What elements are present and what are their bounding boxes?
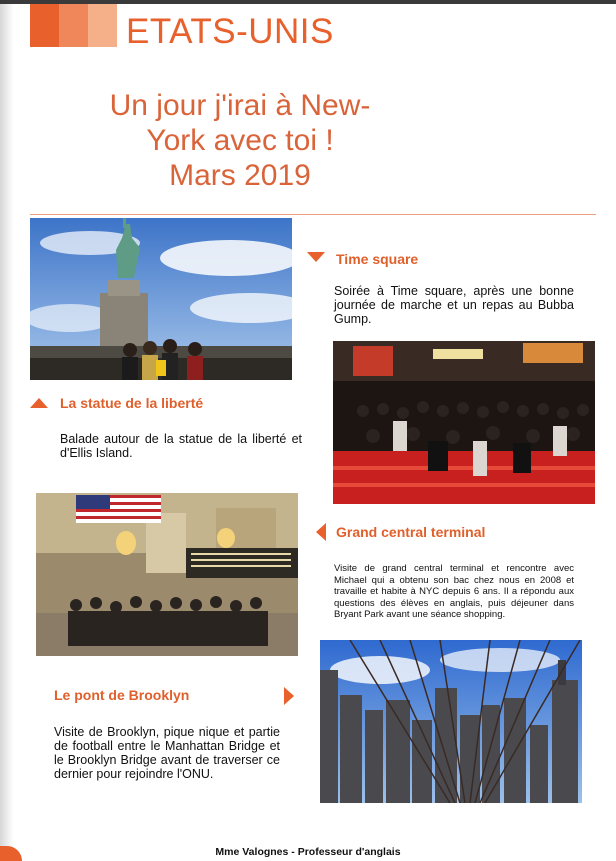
header-square-light [88, 4, 117, 47]
page-shadow [0, 4, 14, 861]
times-square-text: Soirée à Time square, après une bonne journée de marche et un repas au Bubba Gump. [334, 284, 574, 326]
brooklyn-bridge-photo [320, 640, 582, 803]
main-title [60, 88, 420, 193]
statue-text: Balade autour de la statue de la liberté et d'Ellis Island. [60, 432, 302, 460]
title-divider [30, 214, 596, 215]
triangle-down-icon [307, 252, 325, 262]
main-title-line3: Mars 2019 [169, 159, 311, 192]
times-square-heading: Time square [336, 251, 419, 267]
header-square-dark [30, 4, 59, 47]
statue-of-liberty-photo [30, 218, 292, 380]
triangle-up-icon [30, 398, 48, 408]
grand-central-heading: Grand central terminal [336, 524, 486, 540]
main-title-line2: York avec toi ! [146, 124, 334, 157]
main-title-line1: Un jour j'irai à New- [109, 89, 371, 122]
triangle-left-icon [316, 523, 326, 541]
header-title: ETATS-UNIS [126, 12, 334, 51]
statue-heading: La statue de la liberté [60, 395, 204, 411]
footer-text: Mme Valognes - Professeur d'anglais [215, 846, 401, 858]
times-square-photo [333, 341, 595, 504]
triangle-right-icon [284, 687, 294, 705]
grand-central-photo [36, 493, 298, 656]
brooklyn-heading: Le pont de Brooklyn [54, 687, 190, 703]
header-square-mid [59, 4, 88, 47]
brooklyn-text: Visite de Brooklyn, pique nique et partie de football entre le Manhattan Bridge et le Brooklyn Bridge avant de traverser ce dernier pour rejoindre l'ONU. [54, 725, 280, 781]
grand-central-text: Visite de grand central terminal et rencontre avec Michael qui a obtenu son bac chez nous en 2008 et travaille et habite à NYC depuis 6 ans. Il a répondu aux questions des élèves en anglais, puis déjeuner dans Bryant Park avant une séance shopping. [334, 563, 574, 620]
